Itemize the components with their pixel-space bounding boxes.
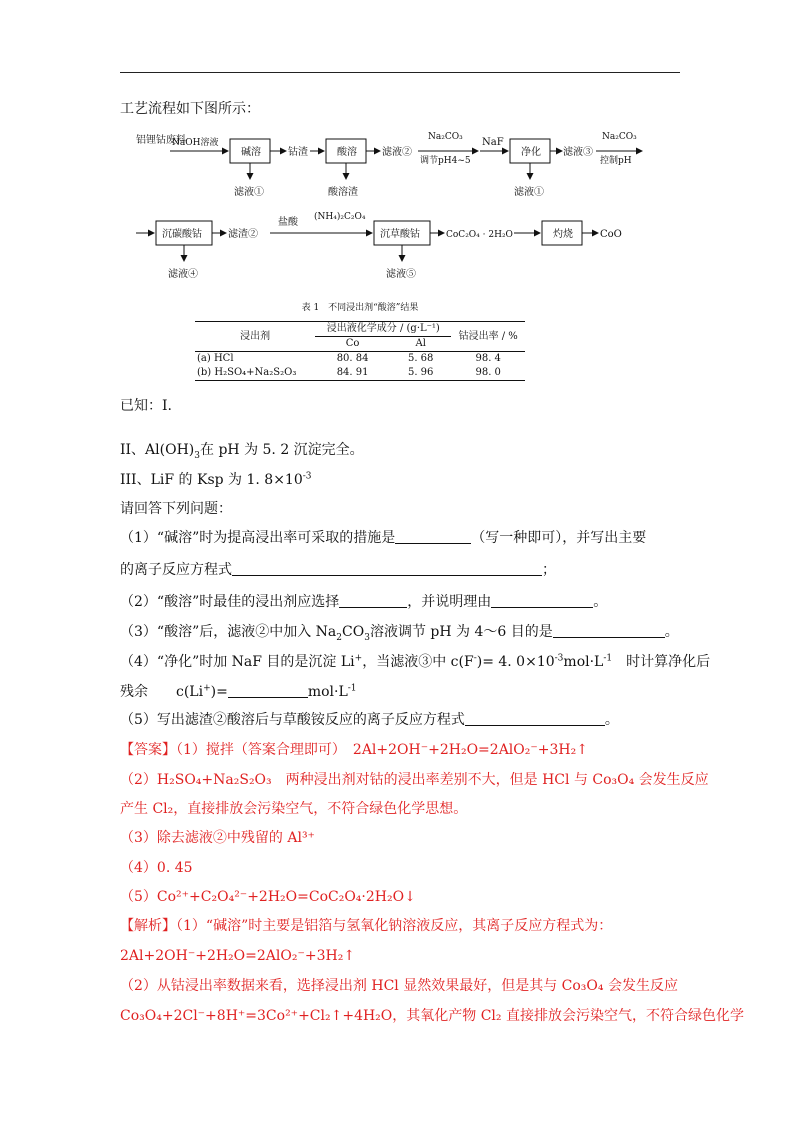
explanation-2: 2Al+2OH⁻+2H₂O=2AlO₂⁻+3H₂↑ bbox=[120, 948, 356, 964]
answer-2-cont: 产生 Cl₂，直接排放会污染空气，不符合绿色化学思想。 bbox=[120, 801, 468, 817]
process-flow-diagram bbox=[130, 125, 650, 290]
product-label: CoC₂O₄ · 2H₂O bbox=[446, 230, 513, 240]
known-2: II、$Al(OH)_3$在 pH 为 5. 2 沉淀完全。 bbox=[120, 442, 364, 461]
explanation-3: （2）从钴浸出率数据来看，选择浸出剂 HCl 显然效果最好，但是其与 Co₃O₄ 会发生反应 bbox=[120, 978, 678, 994]
question-4: （4）“净化”时加 NaF 目的是沉淀 Li+，当滤液③中 c(F-)= 4. $0\times 10^{-3}mol\cdot L^{-1}$ 时计算净化后 bbox=[120, 653, 711, 670]
calcine-label: 灼烧 bbox=[553, 229, 573, 240]
hcl-label: 盐酸 bbox=[278, 217, 298, 228]
answer-2: （2）H₂SO₄+Na₂S₂O₃ 两种浸出剂对钴的浸出率差别不大，但是 HCl 与 Co₃O₄ 会发生反应 bbox=[120, 772, 709, 788]
ask-text: 请回答下列问题： bbox=[120, 501, 232, 517]
filtrate-5-label: 滤液⑤ bbox=[386, 269, 416, 280]
purify-label: 净化 bbox=[521, 147, 541, 158]
question-1-cont: 的离子反应方程式 ； bbox=[120, 562, 556, 578]
question-2: （2）“酸溶”时最佳的浸出剂应选择 ，并说明理由 。 bbox=[120, 594, 608, 610]
table-row: (b) H₂SO₄+Na₂S₂O₃ 84. 91 5. 96 98. 0 bbox=[195, 366, 525, 381]
filtrate-4-label: 滤液④ bbox=[168, 269, 198, 280]
answer-3: （3）除去滤液②中残留的 Al³⁺ bbox=[120, 830, 315, 846]
naoh-label: NaOH溶液 bbox=[172, 138, 219, 148]
header-rate: 钴浸出率 / % bbox=[458, 330, 518, 342]
control-ph-label: 控制pH bbox=[600, 156, 632, 166]
filtrate-1b-label: 滤液① bbox=[514, 187, 544, 198]
question-3: （3）“酸溶”后，滤液②中加入 $Na_2CO_3$溶液调节 pH 为 4～6 目的是 。 bbox=[120, 624, 679, 643]
raw-material-label: 铝锂钴废料 bbox=[136, 135, 186, 146]
known-1: 已知：I. bbox=[120, 398, 172, 414]
cobalt-oxalate-label: 沉草酸钴 bbox=[380, 229, 420, 240]
acid-residue-label: 酸溶渣 bbox=[328, 187, 358, 198]
intro-text: 工艺流程如下图所示： bbox=[120, 101, 260, 117]
na2co3-b-label: Na₂CO₃ bbox=[602, 132, 637, 142]
naf-label: NaF bbox=[482, 137, 504, 148]
question-4-cont: 残余 $c(Li^+)= mol\cdot L^{-1}$ bbox=[120, 683, 357, 700]
table-caption: 表 1 不同浸出剂“酸溶”结果 bbox=[301, 303, 419, 313]
filtrate-3-label: 滤液③ bbox=[563, 147, 593, 158]
header-rule bbox=[120, 72, 680, 73]
alkali-dissolve-label: 碱溶 bbox=[241, 147, 261, 158]
filtrate-1-label: 滤液① bbox=[234, 187, 264, 198]
cobalt-residue-label: 钴渣 bbox=[288, 147, 308, 158]
answer-1: 【答案】（1）搅拌（答案合理即可） 2Al+2OH⁻+2H₂O=2AlO₂⁻+3H₂↑ bbox=[120, 742, 588, 758]
answer-5: （5）Co²⁺+C₂O₄²⁻+2H₂O=CoC₂O₄·2H₂O↓ bbox=[120, 889, 416, 905]
question-5: （5）写出滤渣②酸溶后与草酸铵反应的离子反应方程式 。 bbox=[120, 712, 619, 728]
header-co: Co bbox=[345, 338, 360, 349]
leaching-results-table bbox=[195, 300, 525, 381]
table-row: (a) HCl 80. 84 5. 68 98. 4 bbox=[195, 352, 525, 367]
explanation-1: 【解析】（1）“碱溶”时主要是铝箔与氢氧化钠溶液反应，其离子反应方程式为： bbox=[120, 918, 613, 934]
acid-dissolve-label: 酸溶 bbox=[337, 147, 357, 158]
coo-label: CoO bbox=[600, 229, 622, 240]
adjust-ph-label: 调节pH4~5 bbox=[420, 156, 471, 166]
filtrate-2-label: 滤液② bbox=[382, 147, 412, 158]
ammonium-oxalate-label: (NH₄)₂C₂O₄ bbox=[314, 212, 366, 222]
known-3: III、LiF 的 Ksp 为 1. $8\times 10^{-3}$ bbox=[120, 471, 312, 488]
residue-2-label: 滤渣② bbox=[228, 229, 258, 240]
header-composition: 浸出液化学成分 / (g·L⁻¹) bbox=[315, 322, 451, 337]
na2co3-label: Na₂CO₃ bbox=[428, 132, 463, 142]
cobalt-carbonate-label: 沉碳酸钴 bbox=[162, 229, 202, 240]
question-1: （1）“碱溶”时为提高浸出率可采取的措施是 （写一种即可），并写出主要 bbox=[120, 530, 647, 546]
header-al: Al bbox=[415, 338, 426, 349]
answer-4: （4）0. 45 bbox=[120, 860, 193, 876]
explanation-4: Co₃O₄+2Cl⁻+8H⁺=3Co²⁺+Cl₂↑+4H₂O，其氧化产物 Cl₂ 直接排放会污染空气，不符合绿色化学 bbox=[120, 1008, 744, 1024]
header-agent: 浸出剂 bbox=[240, 330, 271, 342]
